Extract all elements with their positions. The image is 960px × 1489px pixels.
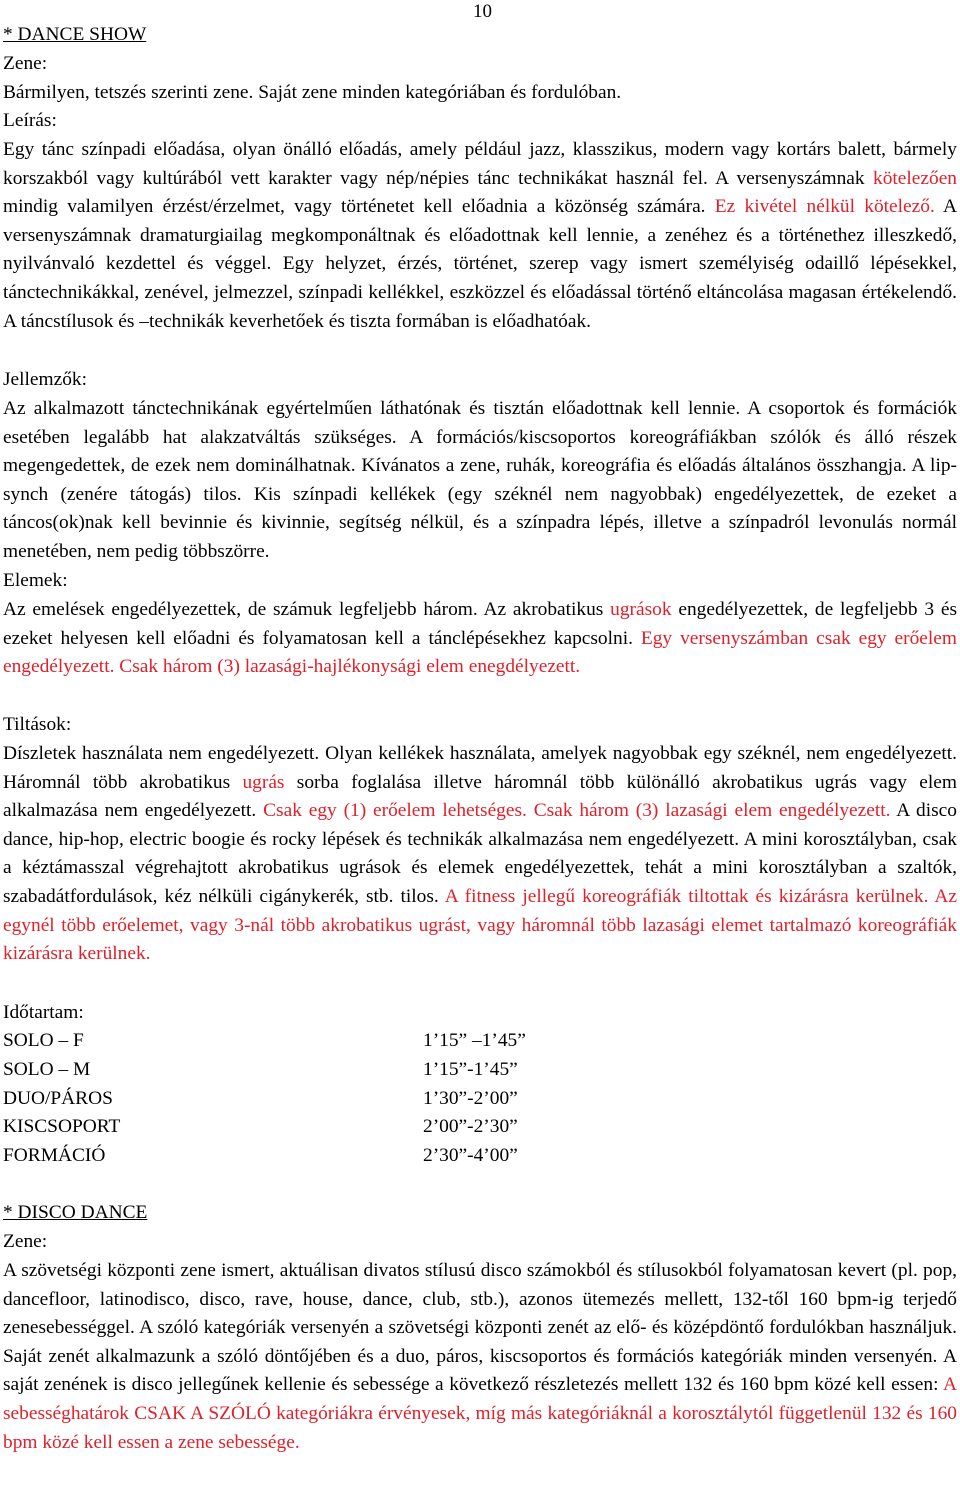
highlighted-text: A sebességhatárok CSAK A SZÓLÓ kategóriákra érvényesek, míg más kategóriáknál a korosztálytól függetlenül 132 és 160 bpm közé kell essen a zene sebessége. <box>3 1374 957 1453</box>
text-run: engedélyezettek, de legfeljebb 3 és ezeket helyesen kell előadni és folyamatosan kell a tánclépésekhez kapcsolni. <box>3 599 957 649</box>
heading-leiras: Leírás: <box>3 110 57 131</box>
highlighted-text: ugrás <box>242 771 285 793</box>
text-run: mindig valamilyen érzést/érzelmet, vagy történetet kell előadnia a közönség számára. <box>3 196 715 218</box>
heading-tiltasok: Tiltások: <box>3 714 72 735</box>
duration-category: FORMÁCIÓ <box>3 1145 106 1166</box>
section-title-dance-show: * DANCE SHOW <box>3 24 147 45</box>
paragraph-elemek <box>3 596 957 682</box>
page-number: 10 <box>473 1 492 22</box>
text-run: sorba foglalása illetve háromnál több különálló akrobatikus ugrás vagy elem alkalmazása nem engedélyezett. <box>3 771 957 822</box>
heading-idotartam: Időtartam: <box>3 1002 84 1023</box>
heading-zene-disco: Zene: <box>3 1231 48 1252</box>
highlighted-text: kötelezően <box>873 167 957 189</box>
duration-value: 1’30”-2’00” <box>423 1088 518 1109</box>
paragraph-jellemzok <box>3 395 957 567</box>
highlighted-text: Csak egy (1) erőelem lehetséges. Csak három (3) lazasági elem engedélyezett. <box>263 800 891 822</box>
heading-zene: Zene: <box>3 53 48 74</box>
heading-jellemzok: Jellemzők: <box>3 369 88 390</box>
section-title-disco-dance: * DISCO DANCE <box>3 1202 148 1223</box>
duration-category: SOLO – F <box>3 1030 84 1051</box>
duration-category: KISCSOPORT <box>3 1116 121 1137</box>
duration-category: SOLO – M <box>3 1059 91 1080</box>
text-run: Díszletek használata nem engedélyezett. Olyan kellékek használata, amelyek nagyobbak egy széknél, nem engedélyezett. Háromnál több akrobatikus <box>3 743 957 793</box>
duration-value: 1’15” –1’45” <box>423 1030 526 1051</box>
paragraph-zene: Bármilyen, tetszés szerinti zene. Saját zene minden kategóriában és fordulóban. <box>3 82 622 103</box>
text-run: A versenyszámnak dramaturgiailag megkomponáltnak és előadottnak kell lennie, a zenéhez és a történethez illeszkedő, nyilvánvaló kezdettel és véggel. Egy helyzet, érzés, történet, szerep vagy ismert személyiség odaillő lépésekkel, tánctechnikákkal, zenével, jelmezzel, színpadi kellékkel, eszközzel és előadással történő eltáncolása magasan értékelendő. A táncstílusok és –technikák keverhetőek és tiszta formában is előadhatóak. <box>3 196 958 332</box>
duration-category: DUO/PÁROS <box>3 1088 113 1109</box>
heading-elemek: Elemek: <box>3 570 68 591</box>
paragraph-leiras <box>3 136 957 336</box>
duration-value: 2’00”-2’30” <box>423 1116 518 1137</box>
text-run: A szövetségi központi zene ismert, aktuálisan divatos stílusú disco számokból és stílusokból folyamatosan kevert (pl. pop, dancefloor, latinodisco, disco, rave, house, dance, club, stb.), azonos ütemezés mellett, 132-től 160 bpm-ig terjedő zenesebességgel. A szóló kategóriák versenyén a szövetségi központi zenét az elő- és középdöntő fordulókban használjuk. Saját zenét alkalmazunk a szóló döntőjében és a duo, páros, kiscsoportos és formációs kategóriák minden versenyén. A saját zenének is disco jellegűnek kellenie és sebessége a következő részletezés mellett 132 és 160 bpm közé kell essen: <box>3 1260 957 1396</box>
text-run: Az emelések engedélyezettek, de számuk legfeljebb három. Az akrobatikus <box>3 599 611 620</box>
paragraph-tiltasok <box>3 740 957 969</box>
highlighted-text: A fitness jellegű koreográfiák tiltottak és kizárásra kerülnek. Az egynél több erőelemet, vagy 3-nál több akrobatikus ugrást, vagy háromnál több lazasági elemet tartalmazó koreográfiák kizárásra kerülnek. <box>3 885 957 965</box>
duration-value: 1’15”-1’45” <box>423 1059 518 1080</box>
text-run: Az alkalmazott tánctechnikának egyértelműen láthatónak és tisztán előadottnak kell lennie. A csoportok és formációk esetében legalább hat alakzatváltás szükséges. A formációs/kiscsoportos koreográfiákban szólók és álló részek megengedettek, de ezek nem dominálhatnak. Kívánatos a zene, ruhák, koreográfia és előadás általános összhangja. A lip-synch (zenére tátogás) tilos. Kis színpadi kellékek (egy széknél nem nagyobbak) engedélyezettek, de ezeket a táncos(ok)nak kell bevinnie és kivinnie, segítség nélkül, és a színpadra lépés, illetve a színpadról levonulás normál menetében, nem pedig többszörre. <box>3 398 957 562</box>
text-run: Egy tánc színpadi előadása, olyan önálló előadás, amely például jazz, klasszikus, modern vagy kortárs balett, bármely korszakból vagy kultúrából vett karakter vagy nép/népies tánc technikákat használ fel. A versenyszámnak <box>3 139 957 189</box>
highlighted-text: Ez kivétel nélkül kötelező. <box>714 196 935 218</box>
duration-value: 2’30”-4’00” <box>423 1145 518 1166</box>
highlighted-text: ugrások <box>610 599 672 620</box>
text-run: A disco dance, hip-hop, electric boogie és rocky lépések és technikák alkalmazása nem engedélyezett. A mini korosztályban, csak a kéztámasszal végrehajtott akrobatikus ugrások és elemek engedélyezettek, tehát a mini korosztályban a szaltók, szabadátfordulások, kéz nélküli cigánykerék, stb. tilos. <box>3 800 957 907</box>
paragraph-zene-disco <box>3 1257 957 1457</box>
highlighted-text: Egy versenyszámban csak egy erőelem engedélyezett. Csak három (3) lazasági-hajlékonysági elem enegdélyezett. <box>3 627 957 678</box>
